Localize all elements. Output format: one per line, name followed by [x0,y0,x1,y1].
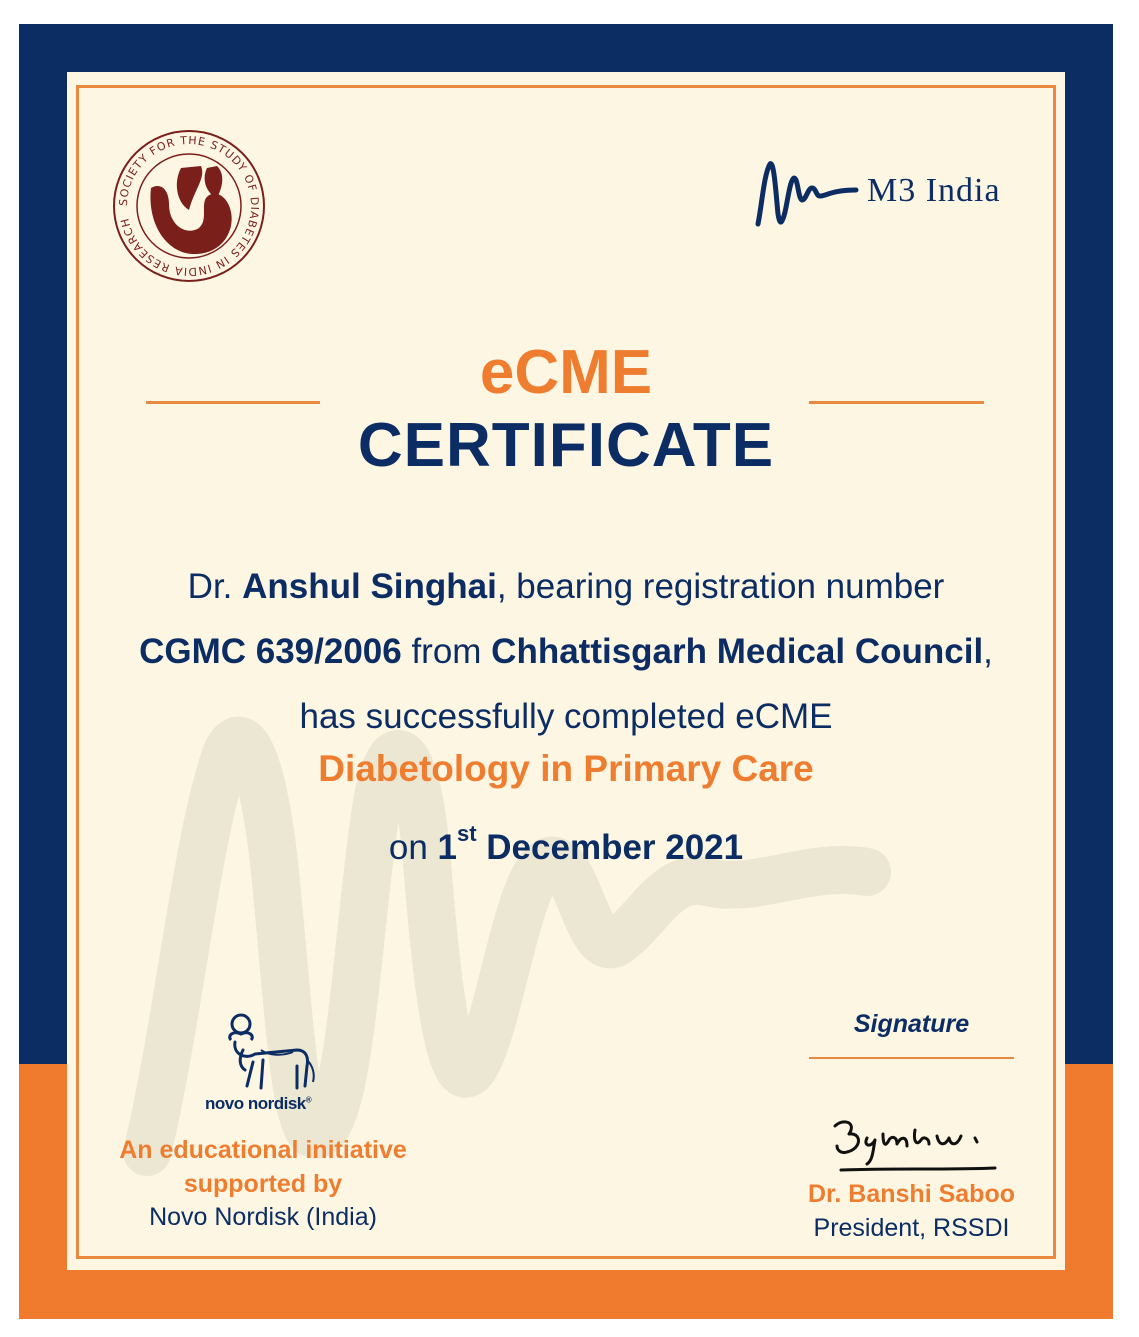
novo-nordisk-wordmark-text: novo nordisk [205,1094,306,1113]
registration-number: CGMC 639/2006 [139,632,402,671]
signer-name: Dr. Banshi Saboo [808,1180,1015,1208]
signature-rule [809,1057,1014,1059]
certificate-statement [107,554,1025,749]
course-title: Diabetology in Primary Care [318,748,814,789]
certificate-paper [67,72,1065,1270]
doctor-prefix: Dr. [187,567,243,606]
doctor-name: Anshul Singhai [242,567,497,606]
medical-council: Chhattisgarh Medical Council [491,632,984,671]
title-ecme: eCME [479,338,653,407]
registered-mark: ® [305,1095,312,1105]
initiative-sponsor: Novo Nordisk (India) [149,1203,377,1231]
statement-registration: , bearing registration number [496,567,945,606]
date-month-year: December 2021 [476,828,744,867]
date-suffix: st [456,821,477,846]
novo-nordisk-bull-icon [205,1010,325,1096]
statement-from: from [401,632,492,671]
rssdi-ring-text: SOCIETY FOR THE STUDY OF DIABETES IN INDIA RESEARCH [116,133,262,279]
m3-india-wordmark: M3 India [867,172,1001,209]
handwritten-signature [827,1112,1002,1182]
certificate-outer-border [19,24,1113,1319]
statement-completed: , has successfully completed eCME [299,632,993,736]
m3-india-logo-mark [752,154,860,232]
rssdi-seal-logo [111,128,267,284]
completion-date [67,821,1065,868]
initiative-line-1: An educational initiative [119,1136,407,1164]
date-prefix: on [388,828,438,867]
initiative-line-2: supported by [183,1170,343,1198]
title-certificate: CERTIFICATE [357,411,775,480]
novo-nordisk-wordmark [205,1094,311,1114]
date-day: 1 [437,828,457,867]
signature-label: Signature [853,1010,970,1038]
signer-role: President, RSSDI [813,1214,1010,1242]
